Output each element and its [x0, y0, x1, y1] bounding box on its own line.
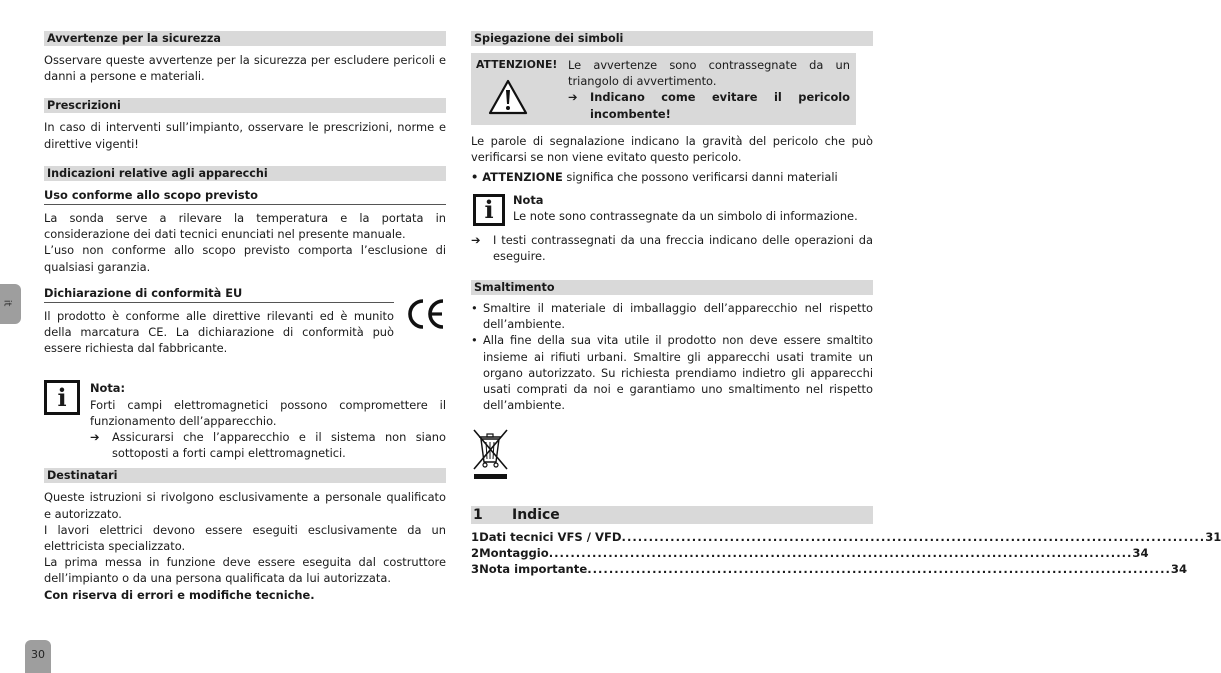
symbol-note-block: [471, 192, 873, 228]
disposal-section: [471, 280, 873, 413]
signal-words-block: [471, 133, 873, 264]
disposal-heading: Smaltimento: [471, 280, 873, 295]
toc-title: Montaggio: [479, 546, 549, 560]
index-section: [471, 506, 1221, 577]
ce-mark-icon: [406, 297, 446, 331]
arrow-right-icon: ➔: [471, 232, 481, 247]
warning-text: Le avvertenze sono contrassegnate da un triangolo di avvertimento.: [568, 58, 850, 89]
toc-title: Nota importante: [479, 562, 588, 576]
toc-number: 1: [471, 530, 480, 544]
disposal-bullet-2: • Alla fine della sua vita utile il prodotto non deve essere smaltito insieme ai rifiuti urbani. Smaltire gli apparecchi usati tramite un organo autorizzato. Su richiesta prendiamo indietro gli apparecchi usati comprati da noi e garantiamo uno smaltimento nel rispetto dell’ambiente.: [471, 333, 873, 413]
intended-use-text-1: La sonda serve a rilevare la temperatura e la portata in considerazione dei dati tecnici enunciati nel presente manuale.: [44, 210, 446, 242]
attention-bullet: • ATTENZIONE significa che possono verificarsi danni materiali: [471, 170, 838, 185]
warning-arrow-text: Indicano come evitare il pericolo incombente!: [590, 90, 850, 121]
eu-conformity-block: [44, 285, 446, 357]
recipients-text-1: Queste istruzioni si rivolgono esclusivamente a personale qualificato e autorizzato.: [44, 490, 446, 521]
toc-number: 2: [471, 546, 480, 560]
left-column: [44, 31, 446, 603]
disposal-bullet-1: • Smaltire il materiale di imballaggio dell’apparecchio nel rispetto dell’ambiente.: [471, 301, 873, 332]
toc-entry[interactable]: [471, 561, 1188, 577]
warning-arrow-item: [568, 89, 850, 121]
crossed-bin-icon: [471, 428, 511, 488]
regulations-text: In caso di interventi sull’impianto, osservare le prescrizioni, norme e direttive vigenti!: [44, 120, 446, 151]
eu-conformity-subheading: Dichiarazione di conformità EU: [44, 285, 394, 303]
toc-page: 34: [1132, 546, 1149, 560]
disposal-text-2: Alla fine della sua vita utile il prodotto non deve essere smaltito insieme ai rifiuti urbani. Smaltire gli apparecchi usati tramite un organo autorizzato. Su richiesta prendiamo indietro gli apparecchi usati comprati da noi e garantiamo uno smaltimento nel rispetto dell’ambiente.: [483, 333, 873, 413]
arrow-explanation: [471, 232, 873, 264]
toc-page: 31: [1205, 530, 1221, 544]
toc-entry[interactable]: [471, 529, 1221, 545]
intended-use-text-2: L’uso non conforme allo scopo previsto comporta l’esclusione di qualsiasi garanzia.: [44, 243, 446, 274]
arrow-right-icon: ➔: [568, 90, 578, 105]
toc-leader: ............................................................................................................: [587, 562, 1171, 576]
recipients-disclaimer: Con riserva di errori e modifiche tecniche.: [44, 587, 315, 602]
index-heading: [471, 506, 873, 524]
eu-conformity-text: Il prodotto è conforme alle direttive rilevanti ed è munito della marcatura CE. La dichiarazione di conformità può essere richiesta dal fabbricante.: [44, 308, 394, 356]
info-icon: i: [44, 380, 80, 415]
recipients-heading: Destinatari: [44, 468, 446, 483]
info-icon: i: [473, 194, 505, 226]
language-tab: [0, 284, 21, 324]
symbols-heading: Spiegazione dei simboli: [471, 31, 873, 46]
language-label: it: [1, 299, 13, 307]
right-column: [471, 31, 1221, 576]
intended-use-subheading: Uso conforme allo scopo previsto: [44, 187, 446, 205]
toc-page: 34: [1170, 562, 1188, 576]
toc-leader: ............................................................................................................: [548, 546, 1133, 560]
note-arrow-text: Assicurarsi che l’apparecchio e il sistema non siano sottoposti a forti campi elettromagnetici.: [112, 430, 446, 461]
note-block: [44, 380, 446, 461]
note-title: Nota:: [90, 381, 126, 396]
disposal-text-1: Smaltire il materiale di imballaggio dell’apparecchio nel rispetto dell’ambiente.: [483, 301, 873, 332]
symbol-note-title: Nota: [513, 192, 544, 207]
toc-list: [471, 529, 1221, 577]
warning-triangle-icon: [487, 78, 529, 120]
index-heading-number: 1: [473, 507, 483, 523]
toc-title: Dati tecnici VFS / VFD: [479, 530, 622, 544]
warning-label: ATTENZIONE!: [476, 58, 558, 71]
device-info-heading: Indicazioni relative agli apparecchi: [44, 166, 446, 181]
attention-bullet-label: ATTENZIONE: [482, 170, 563, 185]
toc-leader: ............................................................................................................: [621, 530, 1206, 544]
page-number: 30: [25, 640, 51, 673]
safety-heading: Avvertenze per la sicurezza: [44, 31, 446, 46]
safety-text: Osservare queste avvertenze per la sicurezza per escludere pericoli e danni a persone e materiali.: [44, 53, 446, 84]
recipients-text-2: I lavori elettrici devono essere eseguiti esclusivamente da un elettricista specializzato.: [44, 522, 446, 553]
attention-bullet-text: significa che possono verificarsi danni materiali: [562, 170, 838, 185]
arrow-right-icon: ➔: [90, 430, 100, 444]
toc-entry[interactable]: [471, 545, 1149, 561]
index-heading-title: Indice: [512, 507, 560, 523]
warning-box: [471, 53, 856, 125]
note-text: Forti campi elettromagnetici possono compromettere il funzionamento dell’apparecchio.: [90, 397, 446, 428]
note-arrow-item: [90, 429, 446, 461]
warning-content: [568, 57, 850, 122]
toc-number: 3: [471, 562, 480, 576]
regulations-heading: Prescrizioni: [44, 98, 446, 113]
arrow-explanation-text: I testi contrassegnati da una freccia indicano delle operazioni da eseguire.: [493, 232, 873, 263]
signal-words-text: Le parole di segnalazione indicano la gravità del pericolo che può verificarsi se non viene evitato questo pericolo.: [471, 134, 873, 165]
recipients-text-3: La prima messa in funzione deve essere eseguita dal costruttore dell’impianto o da una persona qualificata da lui autorizzata.: [44, 555, 446, 586]
symbol-note-text: Le note sono contrassegnate da un simbolo di informazione.: [513, 208, 858, 223]
